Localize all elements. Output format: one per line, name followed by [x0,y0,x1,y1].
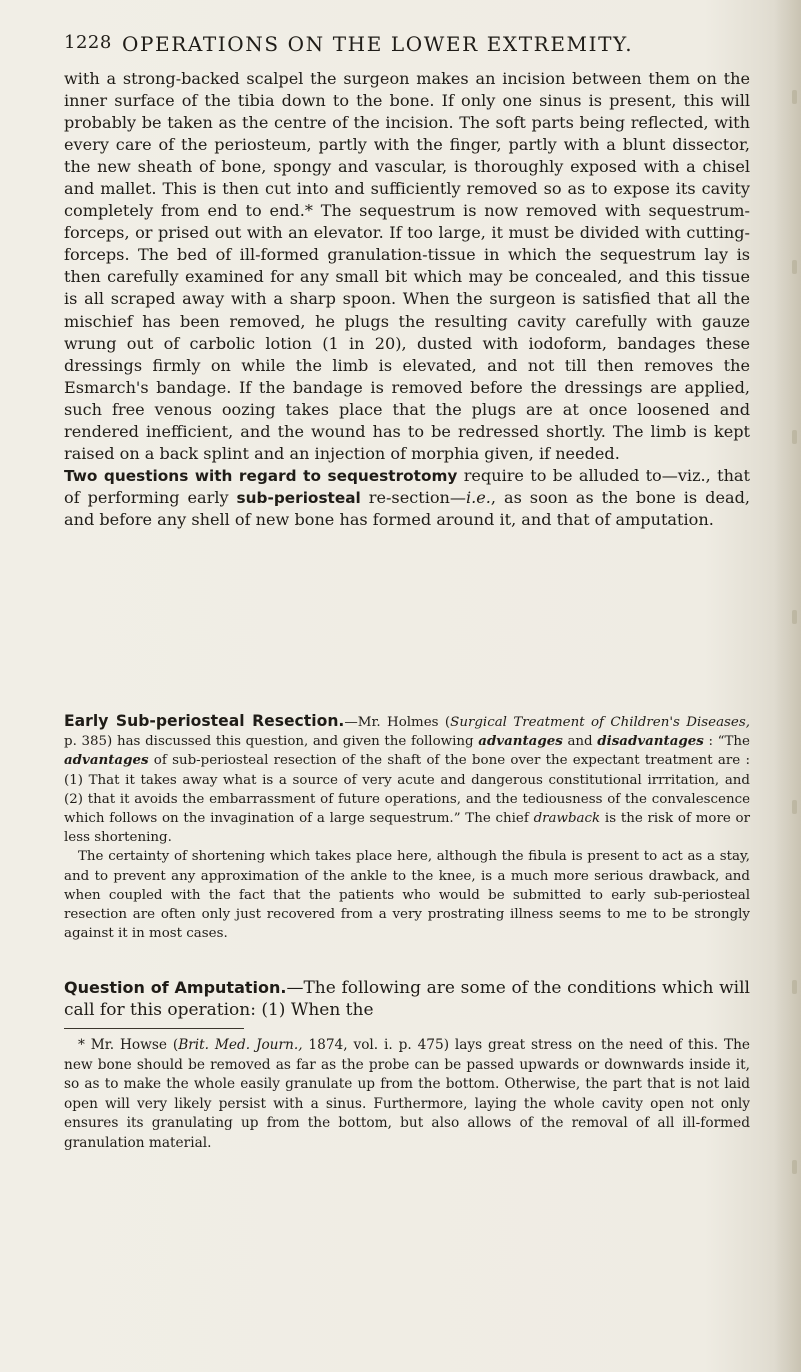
disadvantages-italic: disadvantages [597,733,704,750]
main-text [64,68,750,531]
holmes-citation: Surgical Treatment of Children's Diseases, [450,715,750,730]
footnote-paragraph [64,1036,750,1153]
advantages-italic: advantages [478,733,563,750]
two-questions-text-c: , as soon as the bone is dead, and before any shell of new bone has formed around it, and that of amputation. [64,487,750,529]
footnote-rule [64,1028,244,1029]
sub-periosteal-bold: sub-periosteal [236,488,361,507]
amputation-text: —The following are some of the conditions which will call for this operation: (1) When the [64,978,750,1020]
page-edge-shadow [775,0,801,1372]
footnote [64,1036,750,1153]
er-text-d: : “The [703,734,750,750]
page-number: 1228 [64,32,112,53]
er-text-a: —Mr. Holmes ( [344,715,451,730]
er-text-c: and [562,734,598,750]
amputation-paragraph [64,977,750,1021]
er-text-e: of sub-periosteal resection of the shaft of the bone over the expectant treatment are : (1) That it takes away what is a source of very acute and dangerous constitutional irrritation, and (2) that it avoids the embarrassment of future operations, and the tediousness of the convalescence which follows on the invagination of a large sequestrum.” The chief [64,753,750,827]
er-text-f: is the risk of more or less shortening. [64,811,750,846]
early-resection-heading: Early Sub-periosteal Resection. [64,712,345,730]
two-questions-text-a: require to be alluded to—viz., that of performing early [64,465,750,507]
early-resection-paragraph [64,712,750,847]
fn-text-a: * Mr. Howse ( [78,1037,179,1053]
fn-text-b: 1874, vol. i. p. 475) lays great stress on the need of this. The new bone should be removed as far as the probe can be passed upwards or downwards inside it, so as to make the whole easily granulate up from the bottom. Otherwise, the part that is not laid open will very likely persist with a sinus. Furthermore, laying the whole cavity open not only ensures its granulating up from the bottom, but also allows of the removal of all ill-formed granulation material. [64,1037,750,1151]
paragraph-two-questions [64,465,750,531]
howse-citation: Brit. Med. Journ., [178,1037,303,1053]
two-questions-text-b: re-section— [360,487,466,507]
running-title: OPERATIONS ON THE LOWER EXTREMITY. [122,32,634,56]
running-header [64,30,764,60]
early-resection-section [64,712,750,943]
amputation-heading: Question of Amputation. [64,978,287,997]
ie-italic: i.e. [466,487,491,507]
shortening-paragraph: The certainty of shortening which takes place here, although the fibula is present to act as a stay, and to prevent any approximation of the ankle to the knee, is a much more serious drawback, and when coupled with the fact that the patients who would be submitted to early sub-periosteal resection are often only just recovered from a very prostrating illness seems to me to be strongly against it in most cases. [64,849,750,942]
paragraph-incision: with a strong-backed scalpel the surgeon makes an incision between them on the inner surface of the tibia down to the bone. If only one sinus is present, this will probably be taken as the centre of the incision. The soft parts being reflected, with every care of the periosteum, partly with the finger, partly with a blunt dissector, the new sheath of bone, spongy and vascular, is thoroughly exposed with a chisel and mallet. This is then cut into and sufficiently removed so as to expose its cavity completely from end to end.* The sequestrum is now removed with sequestrum-forceps, or prised out with an elevator. If too large, it must be divided with cutting-forceps. The bed of ill-formed granulation-tissue in which the sequestrum lay is then carefully examined for any small bit which may be concealed, and this tissue is all scraped away with a sharp spoon. When the surgeon is satisfied that all the mischief has been removed, he plugs the resulting cavity carefully with gauze wrung out of carbolic lotion (1 in 20), dusted with iodoform, bandages these dressings firmly on while the limb is elevated, and not till then removes the Esmarch's bandage. If the bandage is removed before the dressings are applied, such free venous oozing takes place that the plugs are at once loosened and rendered inefficient, and the wound has to be redressed shortly. The limb is kept raised on a back splint and an injection of morphia given, if needed. [64,69,750,463]
advantages-italic-2: advantages [64,752,149,769]
er-text-b: p. 385) has discussed this question, and given the following [64,734,479,750]
two-questions-bold: Two questions with regard to sequestrotomy [64,466,458,485]
drawback-italic: drawback [533,811,601,827]
